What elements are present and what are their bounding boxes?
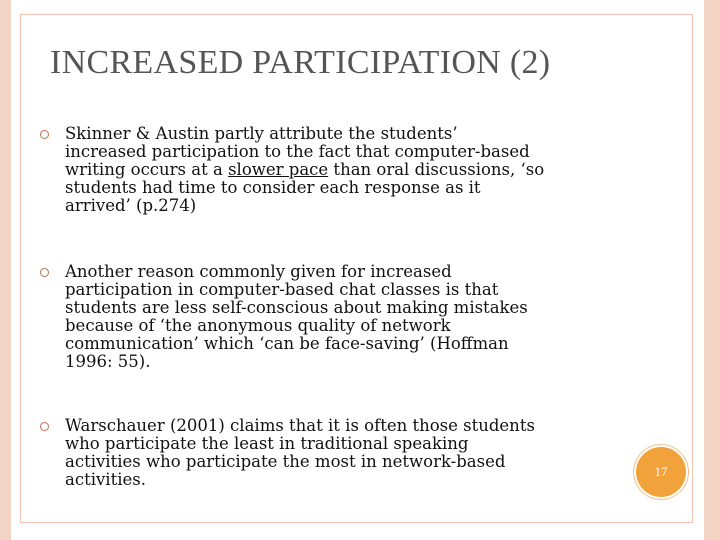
- circle-bullet-icon: [40, 268, 49, 277]
- bullet-line: who participate the least in traditional speaking: [65, 434, 469, 453]
- bullet-line: Skinner & Austin partly attribute the students’: [65, 124, 458, 143]
- bullet-text: [65, 263, 645, 371]
- underlined-phrase: slower pace: [228, 160, 329, 179]
- bullet-line: because of ‘the anonymous quality of network: [65, 316, 451, 335]
- bullet-line: [65, 161, 645, 179]
- circle-bullet-icon: [40, 422, 49, 431]
- bullet-line-segment: writing occurs at a: [65, 160, 229, 179]
- bullet-line: participation in computer-based chat classes is that: [65, 280, 499, 299]
- bullet-text: [65, 417, 645, 489]
- bullet-line: arrived’ (p.274): [65, 196, 197, 215]
- bullet-line: increased participation to the fact that computer-based: [65, 142, 530, 161]
- bullet-line-segment: than oral discussions, ‘so: [328, 160, 545, 179]
- bullet-line: Warschauer (2001) claims that it is often those students: [65, 416, 535, 435]
- circle-bullet-icon: [40, 130, 49, 139]
- bullet-text: [65, 125, 645, 215]
- slide-frame-right: [704, 0, 720, 540]
- slide-frame-left: [0, 0, 11, 540]
- bullet-line: activities.: [65, 470, 146, 489]
- bullet-line: students are less self-conscious about making mistakes: [65, 298, 528, 317]
- bullet-line: Another reason commonly given for increased: [65, 262, 452, 281]
- bullet-line: 1996: 55).: [65, 352, 151, 371]
- page-number-badge: 17: [636, 447, 686, 497]
- bullet-line: students had time to consider each response as it: [65, 178, 481, 197]
- bullet-line: communication’ which ‘can be face-saving’ (Hoffman: [65, 334, 509, 353]
- slide-title: INCREASED PARTICIPATION (2): [50, 44, 551, 81]
- bullet-line: activities who participate the most in network-based: [65, 452, 506, 471]
